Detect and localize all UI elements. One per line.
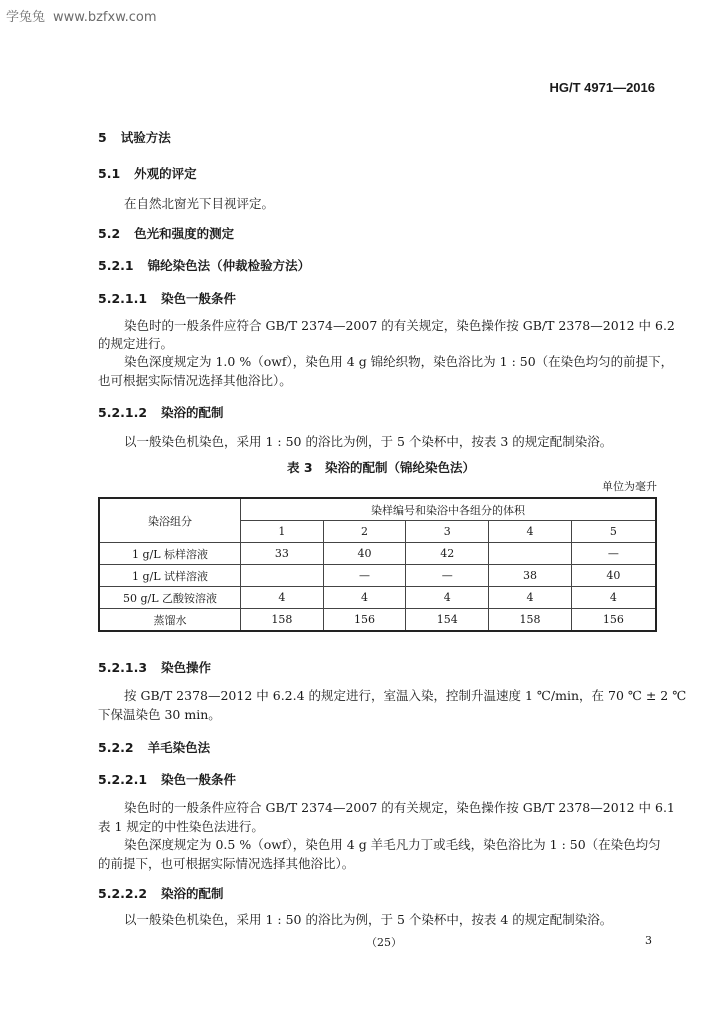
row-label: 蒸馏水 [99,609,241,632]
paragraph-line: 以一般染色机染色，采用 1 : 50 的浴比为例，于 5 个染杯中，按表 3 的规定配制染浴。 [124,434,613,449]
table-cell: 33 [241,543,324,565]
column-header: 1 [241,521,324,543]
paragraph-line: 表 1 规定的中性染色法进行。 [98,819,264,834]
watermark-site-url: www.bzfxw.com [53,10,157,25]
paragraph-line: 染色时的一般条件应符合 GB/T 2374—2007 的有关规定，染色操作按 GB/T 2378—2012 中 6.2 [124,318,675,333]
table-cell: 4 [489,587,572,609]
watermark [6,6,165,25]
section-number: 5.2.2 [98,740,134,755]
table-unit: 单位为毫升 [602,480,657,493]
section-title: 色光和强度的测定 [134,226,235,241]
section-number: 5.2.1.3 [98,660,148,675]
paragraph-line: 以一般染色机染色，采用 1 : 50 的浴比为例，于 5 个染杯中，按表 4 的规定配制染浴。 [124,912,613,927]
table-cell: 4 [323,587,406,609]
section-title: 染色一般条件 [161,291,237,306]
table-caption: 表 3 染浴的配制（锦纶染色法） [287,460,476,475]
table-cell: 156 [323,609,406,632]
table-cell: 4 [571,587,656,609]
section-number: 5.2.1.1 [98,291,148,306]
section-number: 5 [98,130,107,145]
watermark-site-name: 学兔兔 [6,10,46,25]
section-5-2-2-2-heading [98,884,224,902]
table-cell: 4 [241,587,324,609]
paragraph-line: 下保温染色 30 min。 [98,707,221,722]
section-5-1-text: 在自然北窗光下目视评定。 [124,196,275,211]
section-title: 羊毛染色法 [147,740,211,755]
section-title: 染浴的配制 [161,886,224,901]
section-title: 染浴的配制 [161,405,224,420]
table-cell: 4 [406,587,489,609]
footer-center: （25） [366,936,402,949]
section-5-heading [98,128,171,146]
table-cell [489,543,572,565]
table-cell: 154 [406,609,489,632]
paragraph-line: 染色时的一般条件应符合 GB/T 2374—2007 的有关规定，染色操作按 GB/T 2378—2012 中 6.1 [124,800,675,815]
column-header: 3 [406,521,489,543]
page-number: 3 [645,934,652,947]
section-5-2-heading [98,224,234,242]
section-number: 5.2.1.2 [98,405,148,420]
row-header-cell: 染浴组分 [99,498,241,543]
section-5-2-1-heading [98,256,310,274]
table-cell: 158 [241,609,324,632]
group-header-cell: 染样编号和染浴中各组分的体积 [241,498,657,521]
section-5-2-1-1-heading [98,289,236,307]
table-header-row [99,498,656,521]
section-5-2-2-1-heading [98,770,236,788]
row-label: 1 g/L 试样溶液 [99,565,241,587]
section-5-2-1-2-heading [98,403,224,421]
section-number: 5.2 [98,226,121,241]
section-5-1-heading [98,164,197,182]
section-title: 外观的评定 [134,166,197,181]
paragraph-line: 也可根据实际情况选择其他浴比）。 [98,373,292,388]
column-header: 5 [571,521,656,543]
section-number: 5.1 [98,166,121,181]
section-title: 锦纶染色法（仲裁检验方法） [147,258,311,273]
table-cell: — [571,543,656,565]
section-number: 5.2.1 [98,258,134,273]
table-row [99,609,656,632]
section-5-2-1-3-heading [98,658,211,676]
table-cell: 42 [406,543,489,565]
section-5-2-2-heading [98,738,210,756]
table-cell: 38 [489,565,572,587]
table-cell: 156 [571,609,656,632]
standard-number: HG/T 4971—2016 [549,80,655,95]
column-header: 4 [489,521,572,543]
section-title: 染色操作 [161,660,212,675]
paragraph-line: 按 GB/T 2378—2012 中 6.2.4 的规定进行，室温入染，控制升温速度 1 ℃/min，在 70 ℃ ± 2 ℃ [124,688,687,703]
section-number: 5.2.2.1 [98,772,148,787]
table-cell: 40 [571,565,656,587]
paragraph-line: 染色深度规定为 0.5 %（owf），染色用 4 g 羊毛凡力丁或毛线，染色浴比为 1 : 50（在染色均匀 [124,837,661,852]
table-row [99,565,656,587]
table-cell [241,565,324,587]
paragraph-line: 染色深度规定为 1.0 %（owf），染色用 4 g 锦纶织物，染色浴比为 1 : 50（在染色均匀的前提下， [124,354,674,369]
table-cell: — [323,565,406,587]
table-cell: — [406,565,489,587]
paragraph-line: 的前提下，也可根据实际情况选择其他浴比）。 [98,856,355,871]
table-cell: 40 [323,543,406,565]
row-label: 50 g/L 乙酸铵溶液 [99,587,241,609]
paragraph-line: 的规定进行。 [98,336,174,351]
table-row [99,543,656,565]
section-title: 试验方法 [120,130,171,145]
row-label: 1 g/L 标样溶液 [99,543,241,565]
table-cell: 158 [489,609,572,632]
table-row [99,587,656,609]
section-number: 5.2.2.2 [98,886,148,901]
section-title: 染色一般条件 [161,772,237,787]
table-3 [98,497,657,632]
column-header: 2 [323,521,406,543]
